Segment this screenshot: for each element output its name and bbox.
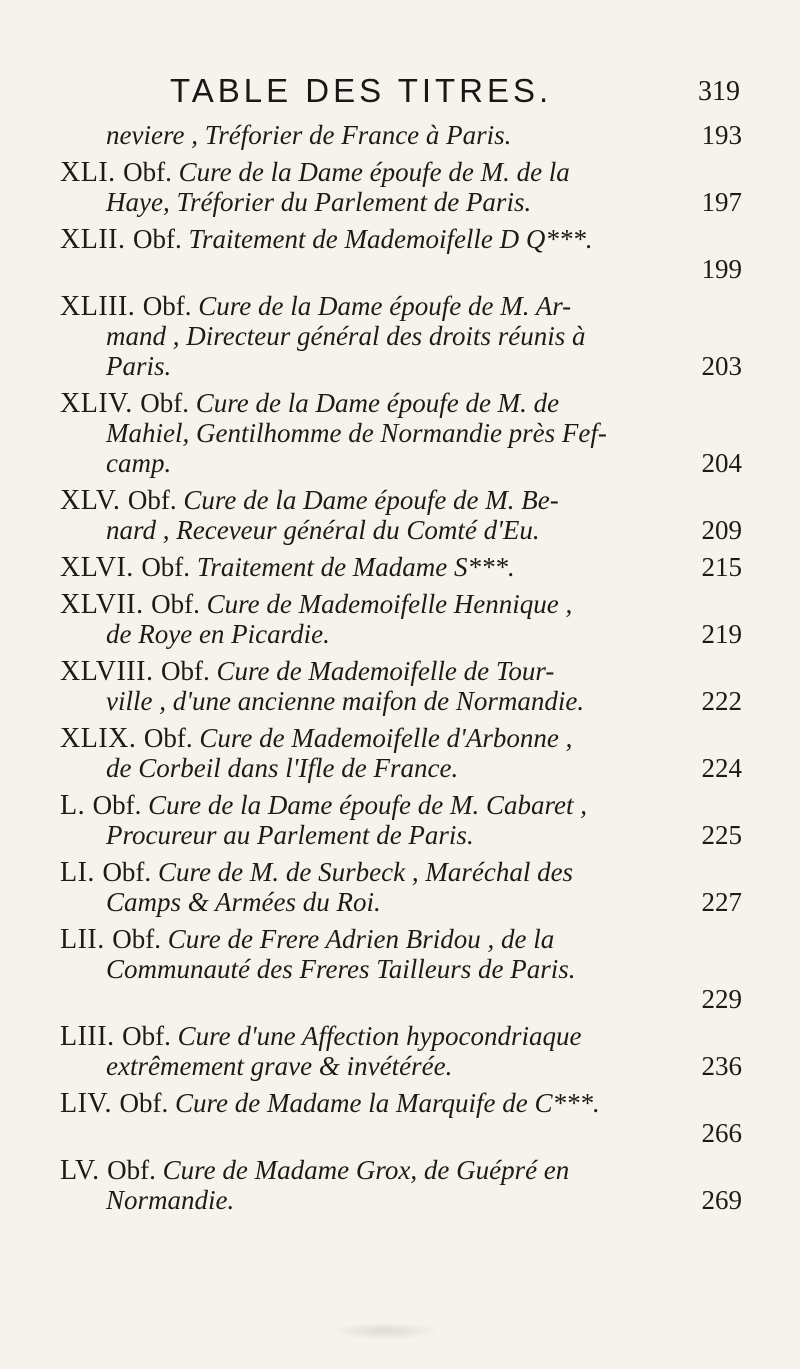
- toc-entry: [60, 1088, 750, 1155]
- entry-spacer: [60, 783, 750, 790]
- observation-number: LIII.: [60, 1021, 123, 1052]
- toc-entry-line: [60, 351, 750, 381]
- entry-title-text: Cure de la Dame époufe de M. Cabaret ,: [148, 790, 588, 820]
- entry-spacer: [60, 1081, 750, 1088]
- toc-entry-line: [60, 820, 750, 850]
- observation-number: LIV.: [60, 1088, 120, 1119]
- entry-page-number: 197: [701, 187, 742, 217]
- toc-entry-line: [60, 857, 750, 887]
- entry-spacer: [60, 1148, 750, 1155]
- entry-title-text: Cure de la Dame époufe de M. Ar-: [198, 291, 572, 321]
- observation-label: Obf.: [160, 656, 217, 686]
- toc-entry-line: [60, 753, 750, 783]
- observation-label: Obf.: [142, 291, 199, 321]
- entry-title-text: nard , Receveur général du Comté d'Eu.: [106, 515, 540, 545]
- toc-entry-line: [60, 321, 750, 351]
- toc-entry: [60, 857, 750, 924]
- toc-entry-line: [60, 254, 750, 284]
- observation-label: Obf.: [123, 157, 179, 187]
- entry-title-text: Cure de M. de Surbeck , Maréchal des: [157, 857, 574, 887]
- toc-entry-line: [60, 887, 750, 917]
- toc-entry-line: [60, 1051, 750, 1081]
- toc-entry: [60, 723, 750, 790]
- entry-title-text: Cure de Madame Grox, de Guépré en: [162, 1155, 570, 1185]
- entry-spacer: [60, 545, 750, 552]
- entry-title-text: Communauté des Freres Tailleurs de Paris.: [106, 954, 576, 984]
- observation-label: Obf.: [107, 1155, 163, 1185]
- entry-spacer: [60, 217, 750, 224]
- entry-title-text: Traitement de Madame S***.: [196, 552, 515, 582]
- entry-spacer: [60, 284, 750, 291]
- entry-title-text: Mahiel, Gentilhomme de Normandie près Fef-: [106, 418, 607, 448]
- observation-number: LI.: [60, 857, 103, 888]
- entry-title-text: Procureur au Parlement de Paris.: [106, 820, 474, 850]
- toc-entry: [60, 589, 750, 656]
- page-title: TABLE DES TITRES.: [170, 72, 553, 109]
- entry-spacer: [60, 150, 750, 157]
- toc-entry-line: [60, 515, 750, 545]
- toc-entry-line: [60, 448, 750, 478]
- entry-page-number: 203: [701, 351, 742, 381]
- toc-entry-line: [60, 552, 750, 582]
- toc-entry-line: [60, 224, 750, 254]
- toc-entry: [60, 224, 750, 291]
- observation-number: XLIII.: [60, 291, 143, 322]
- entry-title-text: mand , Directeur général des droits réunis à: [106, 321, 586, 351]
- toc-entry: [60, 291, 750, 388]
- observation-label: Obf.: [119, 1088, 176, 1118]
- entry-spacer: [60, 582, 750, 589]
- entry-spacer: [60, 1215, 750, 1222]
- toc-entry: [60, 552, 750, 589]
- observation-label: Obf.: [122, 1021, 178, 1051]
- entry-page-number: 215: [701, 552, 742, 582]
- entry-page-number: 225: [701, 820, 742, 850]
- entry-title-text: Traitement de Mademoifelle D Q***.: [188, 224, 593, 254]
- paper-stain: [330, 1322, 440, 1340]
- toc-entry-line: [60, 954, 750, 984]
- observation-number: XLIX.: [60, 723, 144, 754]
- entry-spacer: [60, 478, 750, 485]
- entry-title-text: Cure de Mademoifelle de Tour-: [216, 656, 555, 686]
- entry-spacer: [60, 1014, 750, 1021]
- toc-entry-line: [60, 187, 750, 217]
- entry-title-text: Camps & Armées du Roi.: [106, 887, 381, 917]
- toc-entry-line: [60, 723, 750, 753]
- toc-entry: [60, 1155, 750, 1222]
- toc-entry-line: [60, 1021, 750, 1051]
- toc-entry-line: [60, 1185, 750, 1215]
- observation-label: Obf.: [132, 224, 189, 254]
- toc-entry-line: [60, 157, 750, 187]
- entry-page-number: 229: [701, 984, 742, 1014]
- page-number: 319: [698, 76, 740, 107]
- observation-number: XLVIII.: [60, 656, 161, 687]
- entry-title-text: Cure de Mademoifelle d'Arbonne ,: [199, 723, 573, 753]
- entry-title-text: Cure d'une Affection hypocondriaque: [177, 1021, 582, 1051]
- entry-page-number: 222: [701, 686, 742, 716]
- entry-spacer: [60, 917, 750, 924]
- entry-spacer: [60, 850, 750, 857]
- observation-number: XLVI.: [60, 552, 142, 583]
- entry-title-text: de Corbeil dans l'Ifle de France.: [106, 753, 459, 783]
- toc-entry-line: [60, 619, 750, 649]
- entry-title-text: de Roye en Picardie.: [106, 619, 330, 649]
- observation-number: XLV.: [60, 485, 128, 516]
- observation-number: LII.: [60, 924, 113, 955]
- observation-label: Obf.: [102, 857, 158, 887]
- entry-page-number: 224: [701, 753, 742, 783]
- toc-entry-line: [60, 485, 750, 515]
- observation-number: XLII.: [60, 224, 133, 255]
- observation-number: XLIV.: [60, 388, 141, 419]
- entry-title-text: Haye, Tréforier du Parlement de Paris.: [106, 187, 532, 217]
- observation-label: Obf.: [140, 388, 196, 418]
- entry-title-text: Cure de Mademoifelle Hennique ,: [206, 589, 573, 619]
- running-header: [60, 72, 740, 120]
- entry-title-text: camp.: [106, 448, 172, 478]
- observation-label: Obf.: [127, 485, 184, 515]
- toc-entry: [60, 1021, 750, 1088]
- toc-entry: [60, 157, 750, 224]
- entry-page-number: 199: [701, 254, 742, 284]
- entry-page-number: 269: [701, 1185, 742, 1215]
- observation-number: XLVII.: [60, 589, 152, 620]
- entry-spacer: [60, 716, 750, 723]
- entry-page-number: 236: [701, 1051, 742, 1081]
- toc-entry-line: [60, 790, 750, 820]
- observation-label: Obf.: [141, 552, 197, 582]
- toc-entry: [60, 790, 750, 857]
- toc-entry: [60, 924, 750, 1021]
- entry-title-text: ville , d'une ancienne maifon de Normandie.: [106, 686, 585, 716]
- entry-title-text: Cure de la Dame époufe de M. Be-: [183, 485, 559, 515]
- entry-page-number: 219: [701, 619, 742, 649]
- entry-title-text: Cure de la Dame époufe de M. de: [195, 388, 560, 418]
- toc-entry-line: [60, 388, 750, 418]
- table-of-contents: [60, 120, 750, 1222]
- toc-entry-line: [60, 589, 750, 619]
- toc-entry: [60, 485, 750, 552]
- toc-entry-line: [60, 1155, 750, 1185]
- toc-entry-line: [60, 686, 750, 716]
- toc-entry-line: [60, 1118, 750, 1148]
- toc-entry-line: [60, 656, 750, 686]
- entry-title-text: Paris.: [106, 351, 172, 381]
- entry-spacer: [60, 649, 750, 656]
- toc-entry-line: [60, 924, 750, 954]
- observation-label: Obf.: [92, 790, 149, 820]
- toc-entry-line: [60, 120, 750, 150]
- entry-page-number: 266: [701, 1118, 742, 1148]
- toc-entry: [60, 656, 750, 723]
- observation-label: Obf.: [151, 589, 207, 619]
- toc-entry-line: [60, 1088, 750, 1118]
- entry-page-number: 204: [701, 448, 742, 478]
- toc-entry-line: [60, 291, 750, 321]
- observation-number: LV.: [60, 1155, 108, 1186]
- toc-entry-line: [60, 984, 750, 1014]
- toc-entry: [60, 120, 750, 157]
- entry-title-text: Normandie.: [106, 1185, 235, 1215]
- entry-title-text: Cure de Frere Adrien Bridou , de la: [167, 924, 555, 954]
- entry-spacer: [60, 381, 750, 388]
- entry-title-text: Cure de Madame la Marquife de C***.: [175, 1088, 600, 1118]
- toc-entry-line: [60, 418, 750, 448]
- entry-page-number: 209: [701, 515, 742, 545]
- entry-page-number: 227: [701, 887, 742, 917]
- toc-entry: [60, 388, 750, 485]
- observation-label: Obf.: [143, 723, 200, 753]
- entry-title-text: extrêmement grave & invétérée.: [106, 1051, 453, 1081]
- observation-number: XLI.: [60, 157, 124, 188]
- entry-page-number: 193: [701, 120, 742, 150]
- entry-title-text: neviere , Tréforier de France à Paris.: [106, 120, 512, 150]
- entry-title-text: Cure de la Dame époufe de M. de la: [178, 157, 570, 187]
- observation-label: Obf.: [112, 924, 168, 954]
- observation-number: L.: [60, 790, 93, 821]
